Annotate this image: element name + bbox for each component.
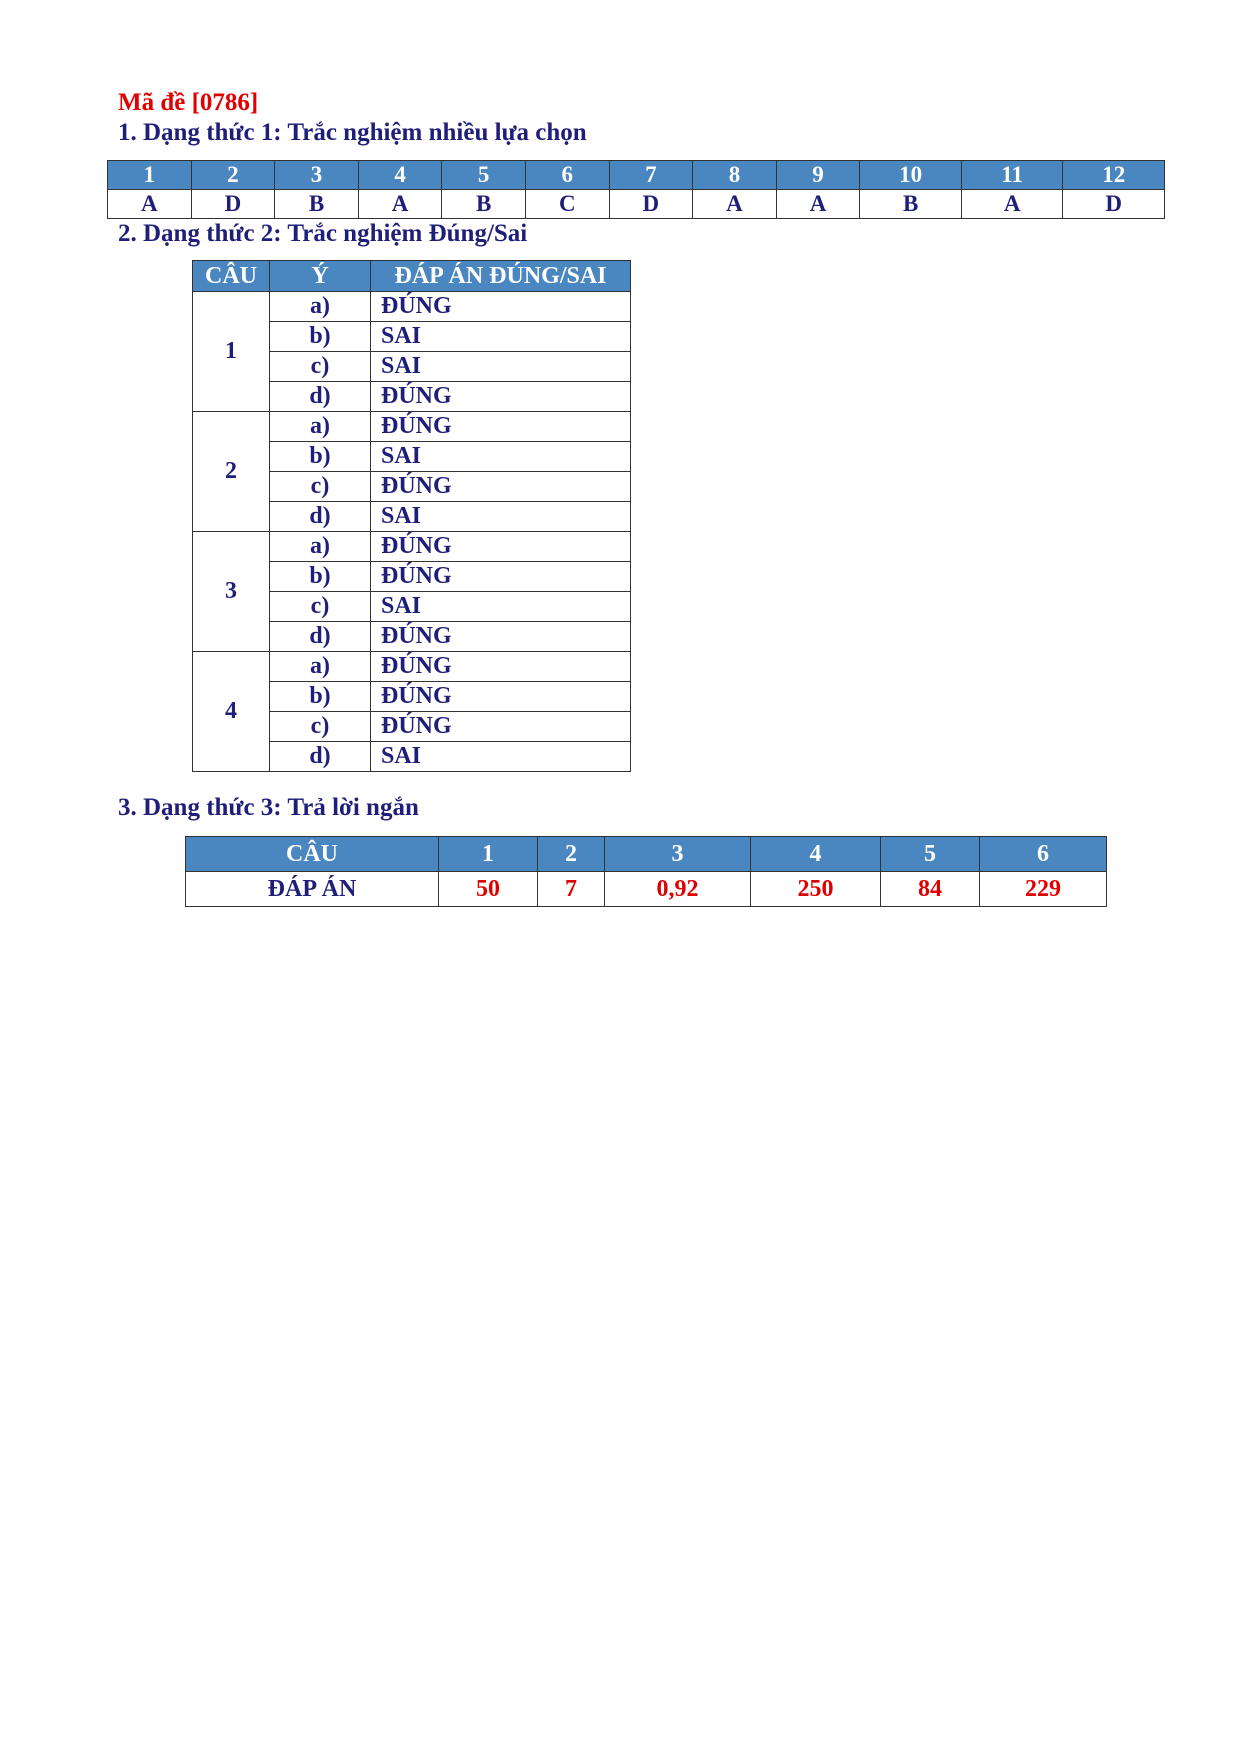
item-label: d) — [270, 502, 371, 532]
question-number: 2 — [191, 161, 275, 190]
answer-cell: 84 — [881, 872, 980, 907]
answer-cell: B — [275, 190, 359, 219]
answer-cell: 7 — [538, 872, 605, 907]
question-number: 4 — [193, 652, 270, 772]
item-label: a) — [270, 412, 371, 442]
question-number: 3 — [605, 837, 751, 872]
answer-cell: B — [442, 190, 526, 219]
header-row — [193, 261, 631, 292]
item-answer: ĐÚNG — [371, 412, 631, 442]
question-number: 2 — [193, 412, 270, 532]
question-number: 5 — [442, 161, 526, 190]
question-number: 11 — [961, 161, 1063, 190]
item-label: a) — [270, 532, 371, 562]
question-number: 1 — [193, 292, 270, 412]
answer-cell: A — [961, 190, 1063, 219]
table-row — [193, 292, 631, 322]
item-answer: ĐÚNG — [371, 382, 631, 412]
section1-title: 1. Dạng thức 1: Trắc nghiệm nhiều lựa chọn — [118, 119, 587, 146]
item-answer: ĐÚNG — [371, 292, 631, 322]
short-answer-table — [185, 836, 1107, 907]
header-y: Ý — [270, 261, 371, 292]
answer-row — [186, 872, 1107, 907]
question-number-row — [108, 161, 1165, 190]
answer-cell: D — [191, 190, 275, 219]
item-label: d) — [270, 382, 371, 412]
answer-cell: B — [860, 190, 962, 219]
exam-code-title: Mã đề [0786] — [118, 89, 259, 116]
answer-cell: A — [108, 190, 192, 219]
answer-cell: A — [693, 190, 777, 219]
answer-cell: D — [609, 190, 693, 219]
header-cau: CÂU — [186, 837, 439, 872]
table-row — [193, 412, 631, 442]
question-number: 12 — [1063, 161, 1165, 190]
question-number: 1 — [108, 161, 192, 190]
answer-row — [108, 190, 1165, 219]
question-number: 7 — [609, 161, 693, 190]
question-number: 4 — [358, 161, 442, 190]
item-label: c) — [270, 712, 371, 742]
question-number: 3 — [275, 161, 359, 190]
item-label: b) — [270, 562, 371, 592]
answer-cell: 0,92 — [605, 872, 751, 907]
item-label: a) — [270, 652, 371, 682]
answer-cell: A — [358, 190, 442, 219]
item-label: b) — [270, 442, 371, 472]
multiple-choice-answer-table — [107, 160, 1165, 219]
row-label: ĐÁP ÁN — [186, 872, 439, 907]
question-number: 6 — [980, 837, 1107, 872]
answer-cell: A — [776, 190, 860, 219]
question-number: 5 — [881, 837, 980, 872]
item-answer: ĐÚNG — [371, 622, 631, 652]
item-answer: SAI — [371, 742, 631, 772]
table-row — [193, 652, 631, 682]
item-answer: ĐÚNG — [371, 532, 631, 562]
item-answer: SAI — [371, 502, 631, 532]
item-answer: ĐÚNG — [371, 562, 631, 592]
answer-cell: 250 — [751, 872, 881, 907]
item-label: b) — [270, 322, 371, 352]
item-answer: SAI — [371, 352, 631, 382]
item-answer: SAI — [371, 592, 631, 622]
item-answer: ĐÚNG — [371, 472, 631, 502]
answer-cell: 229 — [980, 872, 1107, 907]
item-label: b) — [270, 682, 371, 712]
section2-title: 2. Dạng thức 2: Trắc nghiệm Đúng/Sai — [118, 220, 528, 247]
item-answer: ĐÚNG — [371, 652, 631, 682]
item-answer: SAI — [371, 442, 631, 472]
item-answer: SAI — [371, 322, 631, 352]
question-number: 9 — [776, 161, 860, 190]
item-label: c) — [270, 472, 371, 502]
answer-cell: D — [1063, 190, 1165, 219]
item-label: d) — [270, 622, 371, 652]
item-label: c) — [270, 592, 371, 622]
question-number: 6 — [525, 161, 609, 190]
question-number: 4 — [751, 837, 881, 872]
question-number: 3 — [193, 532, 270, 652]
question-number: 8 — [693, 161, 777, 190]
section3-title: 3. Dạng thức 3: Trả lời ngắn — [118, 794, 419, 821]
header-answer: ĐÁP ÁN ĐÚNG/SAI — [371, 261, 631, 292]
table-row — [193, 532, 631, 562]
answer-cell: 50 — [439, 872, 538, 907]
header-row — [186, 837, 1107, 872]
true-false-answer-table — [192, 260, 631, 772]
item-answer: ĐÚNG — [371, 712, 631, 742]
item-label: a) — [270, 292, 371, 322]
item-label: d) — [270, 742, 371, 772]
item-label: c) — [270, 352, 371, 382]
question-number: 10 — [860, 161, 962, 190]
answer-cell: C — [525, 190, 609, 219]
question-number: 2 — [538, 837, 605, 872]
question-number: 1 — [439, 837, 538, 872]
item-answer: ĐÚNG — [371, 682, 631, 712]
header-cau: CÂU — [193, 261, 270, 292]
